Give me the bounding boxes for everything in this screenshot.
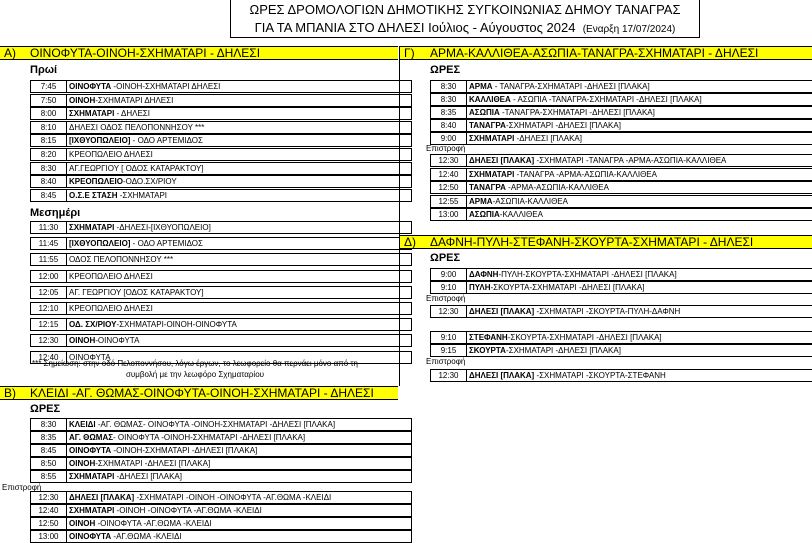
route-stops: ΟΙΝΟΗ-ΟΙΝΟΦΥΤΑ — [67, 334, 412, 347]
schedule-row — [30, 418, 412, 431]
route-stops: ΔΗΛΕΣΙ [ΠΛΑΚΑ] -ΣΧΗΜΑΤΑΡΙ -ΟΙΝΟΗ -ΟΙΝΟΦΥΤΑ -ΑΓ.ΘΩΜΑ -ΚΛΕΙΔΙ — [67, 491, 412, 504]
departure-time: 12:50 — [30, 517, 67, 530]
departure-time: 8:15 — [30, 134, 67, 147]
departure-time: 12:40 — [30, 504, 67, 517]
route-stops: [ΙΧΘΥΟΠΩΛΕΙΟ] - ΟΔΟ ΑΡΤΕΜΙΔΟΣ — [67, 237, 412, 250]
departure-time: 12:30 — [430, 305, 467, 318]
route-stops: ΣΧΗΜΑΤΑΡΙ -ΔΗΛΕΣΙ-[ΙΧΘΥΟΠΩΛΕΙΟ] — [67, 221, 412, 234]
departure-time: 9:10 — [430, 331, 467, 344]
section-c-name: ΑΡΜΑ-ΚΑΛΛΙΘΕΑ-ΑΣΩΠΙΑ-ΤΑΝΑΓΡΑ-ΣΧΗΜΑΤΑΡΙ - ΔΗΛΕΣΙ — [430, 46, 759, 60]
route-stops: ΔΗΛΕΣΙ [ΠΛΑΚΑ] -ΣΧΗΜΑΤΑΡΙ -ΣΚΟΥΡΤΑ-ΠΥΛΗ-ΔΑΦΝΗ — [467, 305, 812, 318]
departure-time: 8:35 — [430, 106, 467, 119]
departure-time: 11:55 — [30, 253, 67, 266]
route-stops: ΟΔ. ΣΧ/ΡΙΟΥ-ΣΧΗΜΑΤΑΡΙ-ΟΙΝΟΗ-ΟΙΝΟΦΥΤΑ — [67, 318, 412, 331]
section-b-hours-label: ΩΡΕΣ — [30, 403, 61, 415]
section-b-letter: Β) — [4, 386, 16, 400]
section-c-letter: Γ) — [404, 46, 415, 60]
departure-time: 11:45 — [30, 237, 67, 250]
schedule-row — [30, 470, 412, 483]
route-stops: ΟΔΟΣ ΠΕΛΟΠΟΝΝΗΣΟΥ *** — [67, 253, 412, 266]
page-subtitle — [230, 20, 700, 35]
page-title: ΩΡΕΣ ΔΡΟΜΟΛΟΓΙΩΝ ΔΗΜΟΤΙΚΗΣ ΣΥΓΚΟΙΝΩΝΙΑΣ ΔΗΜΟΥ ΤΑΝΑΓΡΑΣ — [249, 2, 681, 17]
route-stops: ΚΡΕΟΠΩΛΕΙΟ ΔΗΛΕΣΙ — [67, 270, 412, 283]
route-stops: ΟΙΝΟΦΥΤΑ -ΟΙΝΟΗ-ΣΧΗΜΑΤΑΡΙ ΔΗΛΕΣΙ — [67, 80, 412, 93]
route-stops: ΣΚΟΥΡΤΑ-ΣΧΗΜΑΤΑΡΙ -ΔΗΛΕΣΙ [ΠΛΑΚΑ] — [467, 344, 812, 357]
route-stops: ΔΑΦΝΗ-ΠΥΛΗ-ΣΚΟΥΡΤΑ-ΣΧΗΜΑΤΑΡΙ -ΔΗΛΕΣΙ [ΠΛΑΚΑ] — [467, 268, 812, 281]
schedule-row — [430, 132, 812, 145]
section-d-return2-label: Επιστροφή — [426, 357, 466, 366]
schedule-row — [430, 154, 812, 167]
route-stops: ΔΗΛΕΣΙ [ΠΛΑΚΑ] -ΣΧΗΜΑΤΑΡΙ -ΤΑΝΑΓΡΑ -ΑΡΜΑ-ΑΣΩΠΙΑ-ΚΑΛΛΙΘΕΑ — [467, 154, 812, 167]
route-stops: ΑΓ. ΘΩΜΑΣ- ΟΙΝΟΦΥΤΑ -ΟΙΝΟΗ-ΣΧΗΜΑΤΑΡΙ -ΔΗΛΕΣΙ [ΠΛΑΚΑ] — [67, 431, 412, 444]
note-line-1: *** Σημείωση: στην οδό Πελοποννήσου, λόγω έργων, το λεωφορείο θα περνάει μόνο από τη — [31, 359, 359, 368]
section-a-header — [0, 46, 398, 60]
departure-time: 8:55 — [30, 470, 67, 483]
schedule-row — [30, 530, 412, 543]
route-stops: ΤΑΝΑΓΡΑ -ΑΡΜΑ-ΑΣΩΠΙΑ-ΚΑΛΛΙΘΕΑ — [467, 181, 812, 194]
section-d-header — [400, 235, 812, 249]
schedule-row — [30, 270, 412, 283]
schedule-row — [430, 268, 812, 281]
section-c-header — [400, 46, 812, 60]
section-a-note — [10, 358, 380, 380]
departure-time: 12:40 — [30, 351, 67, 364]
departure-time: 8:40 — [430, 119, 467, 132]
schedule-row — [430, 281, 812, 294]
route-stops: ΑΡΜΑ-ΑΣΩΠΙΑ-ΚΑΛΛΙΘΕΑ — [467, 195, 812, 208]
departure-time: 9:10 — [430, 281, 467, 294]
section-d-hours-label: ΩΡΕΣ — [430, 252, 461, 264]
route-stops: ΚΑΛΛΙΘΕΑ - ΑΣΩΠΙΑ -ΤΑΝΑΓΡΑ-ΣΧΗΜΑΤΑΡΙ -ΔΗΛΕΣΙ [ΠΛΑΚΑ] — [467, 93, 812, 106]
route-stops: ΚΡΕΟΠΩΛΕΙΟ ΔΗΛΕΣΙ — [67, 148, 412, 161]
route-stops: ΑΡΜΑ - ΤΑΝΑΓΡΑ-ΣΧΗΜΑΤΑΡΙ -ΔΗΛΕΣΙ [ΠΛΑΚΑ] — [467, 80, 812, 93]
schedule-row — [30, 107, 412, 120]
schedule-row — [30, 237, 412, 250]
schedule-row — [430, 208, 812, 221]
departure-time: 8:30 — [430, 80, 467, 93]
schedule-row — [30, 517, 412, 530]
schedule-row — [430, 93, 812, 106]
start-date: (Εναρξη 17/07/2024) — [582, 24, 676, 35]
route-stops: ΚΛΕΙΔΙ -ΑΓ. ΘΩΜΑΣ- ΟΙΝΟΦΥΤΑ -ΟΙΝΟΗ-ΣΧΗΜΑΤΑΡΙ -ΔΗΛΕΣΙ [ΠΛΑΚΑ] — [67, 418, 412, 431]
schedule-row — [30, 221, 412, 234]
departure-time: 12:00 — [30, 270, 67, 283]
section-a-name: ΟΙΝΟΦΥΤΑ-ΟΙΝΟΗ-ΣΧΗΜΑΤΑΡΙ - ΔΗΛΕΣΙ — [30, 46, 261, 60]
section-d-return1-label: Επιστροφή — [426, 294, 466, 303]
route-stops: Ο.Σ.Ε ΣΤΑΣΗ -ΣΧΗΜΑΤΑΡΙ — [67, 189, 412, 202]
schedule-row — [30, 457, 412, 470]
schedule-row — [30, 134, 412, 147]
departure-time: 13:00 — [430, 208, 467, 221]
route-stops: ΟΙΝΟΦΥΤΑ -ΑΓ.ΘΩΜΑ -ΚΛΕΙΔΙ — [67, 530, 412, 543]
column-divider — [399, 46, 400, 386]
route-stops: ΟΙΝΟΗ-ΣΧΗΜΑΤΑΡΙ ΔΗΛΕΣΙ — [67, 94, 412, 107]
departure-time: 12:30 — [30, 334, 67, 347]
route-stops: ΠΥΛΗ-ΣΚΟΥΡΤΑ-ΣΧΗΜΑΤΑΡΙ -ΔΗΛΕΣΙ [ΠΛΑΚΑ] — [467, 281, 812, 294]
route-stops: ΣΧΗΜΑΤΑΡΙ - ΔΗΛΕΣΙ — [67, 107, 412, 120]
section-b-header — [0, 386, 398, 400]
route-stops: ΤΑΝΑΓΡΑ-ΣΧΗΜΑΤΑΡΙ -ΔΗΛΕΣΙ [ΠΛΑΚΑ] — [467, 119, 812, 132]
departure-time: 13:00 — [30, 530, 67, 543]
schedule-row — [30, 318, 412, 331]
route-stops: ΣΧΗΜΑΤΑΡΙ -ΟΙΝΟΗ -ΟΙΝΟΦΥΤΑ -ΑΓ.ΘΩΜΑ -ΚΛΕΙΔΙ — [67, 504, 412, 517]
section-b-return-label: Επιστροφή — [2, 483, 42, 492]
departure-time: 8:30 — [30, 162, 67, 175]
section-d-letter: Δ) — [404, 235, 417, 249]
departure-time: 8:30 — [430, 93, 467, 106]
route-stops: ΣΤΕΦΑΝΗ-ΣΚΟΥΡΤΑ-ΣΧΗΜΑΤΑΡΙ -ΔΗΛΕΣΙ [ΠΛΑΚΑ] — [467, 331, 812, 344]
route-stops: [ΙΧΘΥΟΠΩΛΕΙΟ] - ΟΔΟ ΑΡΤΕΜΙΔΟΣ — [67, 134, 412, 147]
section-c-hours-label: ΩΡΕΣ — [430, 64, 461, 76]
departure-time: 8:40 — [30, 175, 67, 188]
schedule-row — [30, 504, 412, 517]
schedule-row — [30, 286, 412, 299]
schedule-row — [430, 344, 812, 357]
departure-time: 9:00 — [430, 268, 467, 281]
schedule-row — [430, 369, 812, 382]
departure-time: 12:40 — [430, 168, 467, 181]
schedule-row — [430, 305, 812, 318]
route-stops: ΔΗΛΕΣΙ [ΠΛΑΚΑ] -ΣΧΗΜΑΤΑΡΙ -ΣΚΟΥΡΤΑ-ΣΤΕΦΑΝΗ — [467, 369, 812, 382]
departure-time: 8:50 — [30, 457, 67, 470]
departure-time: 12:55 — [430, 195, 467, 208]
route-stops: ΟΙΝΟΦΥΤΑ — [67, 351, 412, 364]
departure-time: 12:05 — [30, 286, 67, 299]
schedule-row — [430, 119, 812, 132]
schedule-row — [430, 331, 812, 344]
section-d-name: ΔΑΦΝΗ-ΠΥΛΗ-ΣΤΕΦΑΝΗ-ΣΚΟΥΡΤΑ-ΣΧΗΜΑΤΑΡΙ - ΔΗΛΕΣΙ — [430, 235, 754, 249]
departure-time: 8:45 — [30, 189, 67, 202]
section-a-morning-label: Πρωί — [30, 64, 58, 76]
departure-time: 12:30 — [430, 369, 467, 382]
departure-time: 9:00 — [430, 132, 467, 145]
departure-time: 8:20 — [30, 148, 67, 161]
schedule-row — [430, 181, 812, 194]
note-line-2: συμβολή με την λεωφόρο Σχηματαρίου — [125, 370, 265, 379]
schedule-row — [30, 121, 412, 134]
departure-time: 8:30 — [30, 418, 67, 431]
subtitle-text: ΓΙΑ ΤΑ ΜΠΑΝΙΑ ΣΤΟ ΔΗΛΕΣΙ Ιούλιος - Αύγουστος 2024 — [254, 20, 576, 35]
schedule-row — [30, 444, 412, 457]
route-stops: ΚΡΕΟΠΩΛΕΙΟ ΔΗΛΕΣΙ — [67, 302, 412, 315]
departure-time: 7:45 — [30, 80, 67, 93]
schedule-row — [30, 189, 412, 202]
schedule-row — [30, 80, 412, 93]
section-c-return-label: Επιστροφή — [426, 144, 466, 153]
schedule-row — [30, 94, 412, 107]
schedule-row — [430, 195, 812, 208]
route-stops: ΟΙΝΟΦΥΤΑ -ΟΙΝΟΗ-ΣΧΗΜΑΤΑΡΙ -ΔΗΛΕΣΙ [ΠΛΑΚΑ] — [67, 444, 412, 457]
section-b-name: ΚΛΕΙΔΙ -ΑΓ. ΘΩΜΑΣ-ΟΙΝΟΦΥΤΑ-ΟΙΝΟΗ-ΣΧΗΜΑΤΑΡΙ - ΔΗΛΕΣΙ — [30, 386, 374, 400]
schedule-row — [30, 175, 412, 188]
schedule-row — [30, 334, 412, 347]
route-stops: ΣΧΗΜΑΤΑΡΙ -ΔΗΛΕΣΙ [ΠΛΑΚΑ] — [467, 132, 812, 145]
schedule-row — [430, 168, 812, 181]
schedule-row — [30, 148, 412, 161]
schedule-row — [30, 431, 412, 444]
schedule-row — [30, 302, 412, 315]
departure-time: 11:30 — [30, 221, 67, 234]
route-stops: ΔΗΛΕΣΙ ΟΔΟΣ ΠΕΛΟΠΟΝΝΗΣΟΥ *** — [67, 121, 412, 134]
section-a-noon-label: Μεσημέρι — [30, 207, 81, 219]
route-stops: ΣΧΗΜΑΤΑΡΙ -ΤΑΝΑΓΡΑ -ΑΡΜΑ-ΑΣΩΠΙΑ-ΚΑΛΛΙΘΕΑ — [467, 168, 812, 181]
route-stops: ΑΓ.ΓΕΩΡΓΙΟΥ [ ΟΔΟΣ ΚΑΤΑΡΑΚΤΟΥ] — [67, 162, 412, 175]
schedule-row — [30, 253, 412, 266]
schedule-row — [30, 491, 412, 504]
departure-time: 8:35 — [30, 431, 67, 444]
route-stops: ΣΧΗΜΑΤΑΡΙ -ΔΗΛΕΣΙ [ΠΛΑΚΑ] — [67, 470, 412, 483]
departure-time: 12:50 — [430, 181, 467, 194]
departure-time: 8:45 — [30, 444, 67, 457]
departure-time: 9:15 — [430, 344, 467, 357]
route-stops: ΚΡΕΟΠΩΛΕΙΟ-ΟΔΟ.ΣΧ/ΡΙΟΥ — [67, 175, 412, 188]
schedule-row — [430, 106, 812, 119]
route-stops: ΑΓ. ΓΕΩΡΓΙΟΥ [ΟΔΟΣ ΚΑΤΑΡΑΚΤΟΥ] — [67, 286, 412, 299]
route-stops: ΑΣΩΠΙΑ -ΤΑΝΑΓΡΑ-ΣΧΗΜΑΤΑΡΙ -ΔΗΛΕΣΙ [ΠΛΑΚΑ] — [467, 106, 812, 119]
departure-time: 12:10 — [30, 302, 67, 315]
departure-time: 8:00 — [30, 107, 67, 120]
schedule-row — [430, 80, 812, 93]
section-a-letter: Α) — [4, 46, 16, 60]
route-stops: ΟΙΝΟΗ-ΣΧΗΜΑΤΑΡΙ -ΔΗΛΕΣΙ [ΠΛΑΚΑ] — [67, 457, 412, 470]
schedule-row — [30, 162, 412, 175]
departure-time: 8:10 — [30, 121, 67, 134]
departure-time: 12:15 — [30, 318, 67, 331]
route-stops: ΑΣΩΠΙΑ-ΚΑΛΛΙΘΕΑ — [467, 208, 812, 221]
route-stops: ΟΙΝΟΗ -ΟΙΝΟΦΥΤΑ -ΑΓ.ΘΩΜΑ -ΚΛΕΙΔΙ — [67, 517, 412, 530]
departure-time: 12:30 — [430, 154, 467, 167]
departure-time: 12:30 — [30, 491, 67, 504]
departure-time: 7:50 — [30, 94, 67, 107]
